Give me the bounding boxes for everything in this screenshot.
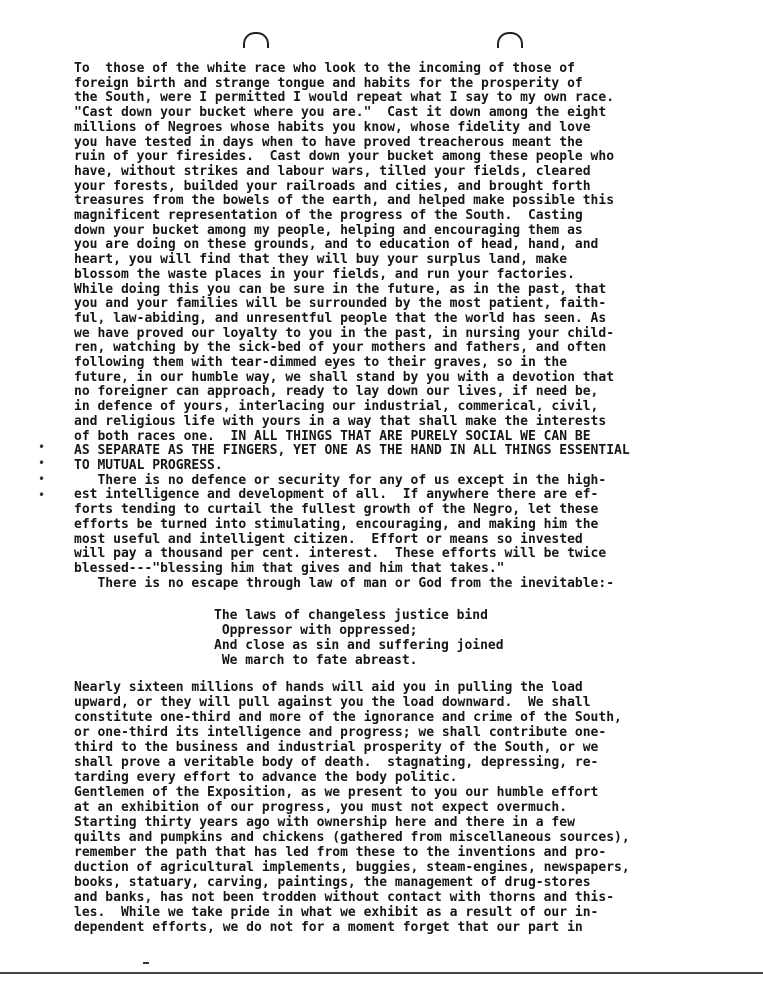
page-bottom-edge: [0, 972, 763, 974]
text-line: and religious life with yours in a way that shall make the interests: [74, 413, 607, 429]
text-line: we have proved our loyalty to you in the past, in nursing your child-: [74, 325, 615, 341]
text-line: books, statuary, carving, paintings, the management of drug-stores: [74, 875, 591, 890]
page-mark: [143, 962, 149, 964]
text-line: and banks, has not been trodden without contact with thorns and this-: [74, 890, 615, 905]
text-line: The laws of changeless justice bind: [214, 608, 488, 623]
binder-hole-left: [243, 32, 269, 48]
text-line: Starting thirty years ago with ownership here and there in a few: [74, 815, 575, 830]
text-line: at an exhibition of our progress, you must not expect overmuch.: [74, 800, 568, 815]
text-line: quilts and pumpkins and chickens (gathered from miscellaneous sources),: [74, 830, 630, 845]
text-line: tarding every effort to advance the body politic.: [74, 770, 458, 785]
margin-mark: •: [38, 440, 46, 454]
margin-mark: •: [38, 488, 46, 502]
text-line: TO MUTUAL PROGRESS.: [74, 457, 223, 473]
paragraph-2: [74, 680, 714, 935]
text-line: shall prove a veritable body of death. stagnating, depressing, re-: [74, 755, 599, 770]
text-line: you have tested in days when to have proved treacherous meant the: [74, 134, 583, 150]
text-line: heart, you will find that they will buy your surplus land, make: [74, 252, 568, 268]
text-line: down your bucket among my people, helping and encouraging them as: [74, 222, 583, 238]
text-line: Gentlemen of the Exposition, as we present to you our humble effort: [74, 785, 599, 800]
text-line: your forests, builded your railroads and cities, and brought forth: [74, 178, 591, 194]
text-line: foreign birth and strange tongue and habits for the prosperity of: [74, 75, 583, 91]
text-line: blessed---"blessing him that gives and him that takes.": [74, 560, 505, 576]
text-line: future, in our humble way, we shall stand by you with a devotion that: [74, 369, 615, 385]
text-line: ren, watching by the sick-bed of your mothers and fathers, and often: [74, 340, 607, 356]
text-line: constitute one-third and more of the ignorance and crime of the South,: [74, 710, 622, 725]
text-line: efforts be turned into stimulating, encouraging, and making him the: [74, 516, 599, 532]
text-line: To those of the white race who look to the incoming of those of: [74, 61, 575, 76]
text-line: of both races one. IN ALL THINGS THAT ARE PURELY SOCIAL WE CAN BE: [74, 428, 591, 444]
text-line: third to the business and industrial prosperity of the South, or we: [74, 740, 599, 755]
text-line: Nearly sixteen millions of hands will aid you in pulling the load: [74, 680, 583, 695]
text-line: the South, were I permitted I would repeat what I say to my own race.: [74, 90, 615, 106]
text-line: "Cast down your bucket where you are." Cast it down among the eight: [74, 105, 607, 121]
text-line: magnificent representation of the progress of the South. Casting: [74, 208, 583, 224]
text-line: will pay a thousand per cent. interest. These efforts will be twice: [74, 546, 607, 562]
text-line: While doing this you can be sure in the future, as in the past, that: [74, 281, 607, 297]
margin-mark: •: [38, 472, 46, 486]
text-line: you and your families will be surrounded by the most patient, faith-: [74, 296, 607, 312]
text-line: est intelligence and development of all. If anywhere there are ef-: [74, 487, 599, 503]
text-line: upward, or they will pull against you the load downward. We shall: [74, 695, 591, 710]
margin-mark: •: [38, 456, 46, 470]
text-line: most useful and intelligent citizen. Effort or means so invested: [74, 531, 583, 547]
text-line: ruin of your firesides. Cast down your bucket among these people who: [74, 149, 615, 165]
text-line: We march to fate abreast.: [214, 653, 418, 668]
text-line: in defence of yours, interlacing our industrial, commerical, civil,: [74, 399, 599, 415]
text-line: duction of agricultural implements, buggies, steam-engines, newspapers,: [74, 860, 630, 875]
verse-block: [214, 608, 504, 668]
text-line: dependent efforts, we do not for a moment forget that our part in: [74, 920, 583, 935]
text-line: blossom the waste places in your fields, and run your factories.: [74, 266, 575, 282]
text-line: ful, law-abiding, and unresentful people that the world has seen. As: [74, 310, 607, 326]
binder-hole-right: [497, 32, 523, 48]
text-line: have, without strikes and labour wars, tilled your fields, cleared: [74, 163, 591, 179]
text-line: And close as sin and suffering joined: [214, 638, 504, 653]
text-line: no foreigner can approach, ready to lay down our lives, if need be,: [74, 384, 599, 400]
text-line: forts tending to curtail the fullest growth of the Negro, let these: [74, 502, 599, 518]
text-line: There is no escape through law of man or God from the inevitable:-: [74, 575, 615, 591]
text-line: millions of Negroes whose habits you know, whose fidelity and love: [74, 119, 591, 135]
text-line: you are doing on these grounds, and to education of head, hand, and: [74, 237, 599, 253]
text-line: or one-third its intelligence and progress; we shall contribute one-: [74, 725, 607, 740]
text-line: following them with tear-dimmed eyes to their graves, so in the: [74, 355, 568, 371]
paragraph-1: [74, 62, 714, 591]
text-line: AS SEPARATE AS THE FINGERS, YET ONE AS THE HAND IN ALL THINGS ESSENTIAL: [74, 443, 630, 459]
text-line: Oppressor with oppressed;: [214, 623, 418, 638]
text-line: les. While we take pride in what we exhibit as a result of our in-: [74, 905, 599, 920]
text-line: treasures from the bowels of the earth, and helped make possible this: [74, 193, 615, 209]
text-line: There is no defence or security for any of us except in the high-: [74, 472, 607, 488]
text-line: remember the path that has led from these to the inventions and pro-: [74, 845, 607, 860]
